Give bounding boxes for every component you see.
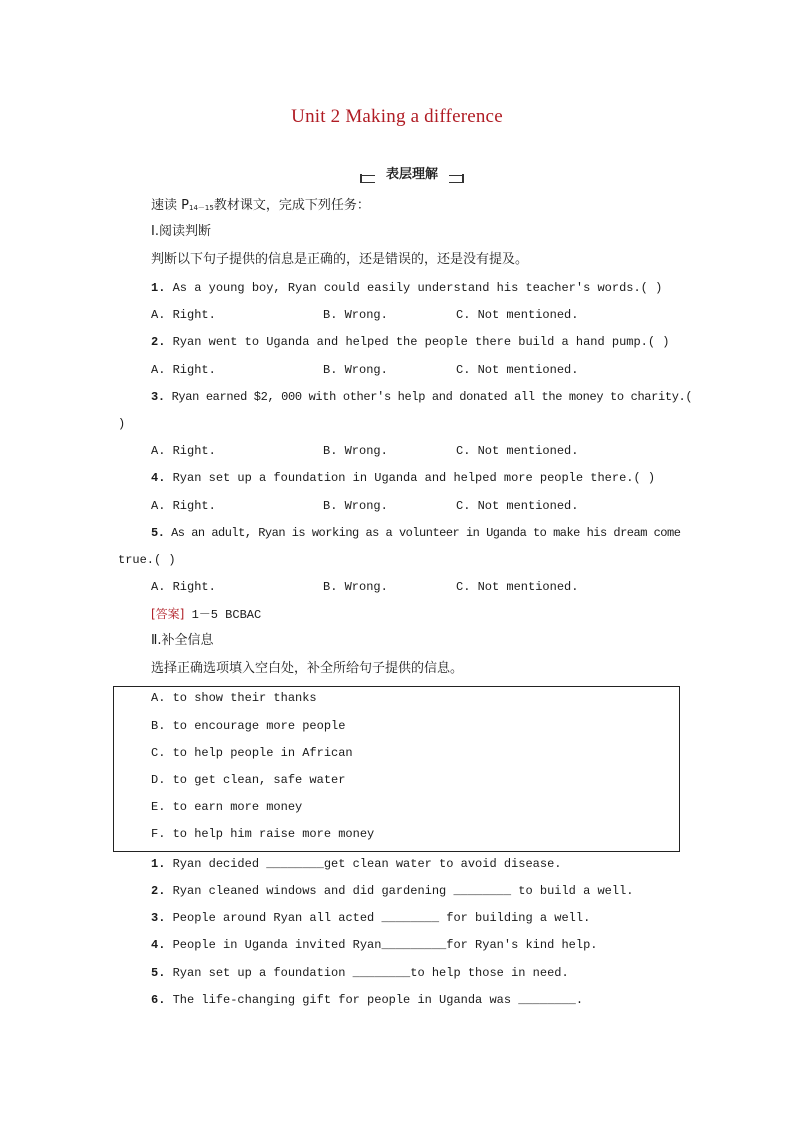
part2-instruction: 选择正确选项填入空白处，补全所给句子提供的信息。 — [151, 661, 464, 676]
option-b: B. Wrong. — [323, 580, 388, 594]
question-3: 3. Ryan earned $2, 000 with other's help and donated all the money to charity.( — [151, 390, 693, 404]
option-a: A. Right. — [151, 308, 216, 322]
page-title: Unit 2 Making a difference — [291, 106, 503, 127]
fill-question-1: 1. Ryan decided ________get clean water to avoid disease. — [151, 857, 562, 871]
fill-question-4: 4. People in Uganda invited Ryan_________for Ryan's kind help. — [151, 938, 598, 952]
question-3-continuation: ) — [118, 417, 126, 431]
answer-tag: [答案] — [151, 607, 185, 621]
choice-a: A. to show their thanks — [151, 691, 317, 705]
fill-question-3: 3. People around Ryan all acted ________ for building a well. — [151, 911, 591, 925]
option-a: A. Right. — [151, 580, 216, 594]
question-2: 2. Ryan went to Uganda and helped the people there build a hand pump.( ) — [151, 335, 670, 349]
option-b: B. Wrong. — [323, 363, 388, 377]
option-b: B. Wrong. — [323, 308, 388, 322]
choice-f: F. to help him raise more money — [151, 827, 375, 841]
option-a: A. Right. — [151, 499, 216, 513]
intro-line: 速读 P14－15教材课文，完成下列任务： — [151, 198, 370, 213]
question-5: 5. As an adult, Ryan is working as a volunteer in Uganda to make his dream come — [151, 526, 681, 540]
question-5-continuation: true.( ) — [118, 553, 176, 567]
option-c: C. Not mentioned. — [456, 308, 579, 322]
choice-b: B. to encourage more people — [151, 719, 346, 733]
section-label: 表层理解 — [375, 166, 449, 184]
option-a: A. Right. — [151, 363, 216, 377]
answer-line — [151, 606, 261, 623]
section-header — [360, 166, 464, 184]
option-c: C. Not mentioned. — [456, 444, 579, 458]
answer-text: 1－5 BCBAC — [191, 608, 262, 622]
choice-d: D. to get clean, safe water — [151, 773, 346, 787]
question-1: 1. As a young boy, Ryan could easily understand his teacher's words.( ) — [151, 281, 663, 295]
option-a: A. Right. — [151, 444, 216, 458]
part2-heading: Ⅱ.补全信息 — [151, 633, 214, 648]
option-c: C. Not mentioned. — [456, 363, 579, 377]
fill-question-5: 5. Ryan set up a foundation ________to help those in need. — [151, 966, 569, 980]
option-b: B. Wrong. — [323, 499, 388, 513]
option-b: B. Wrong. — [323, 444, 388, 458]
part1-instruction: 判断以下句子提供的信息是正确的，还是错误的，还是没有提及。 — [151, 252, 529, 267]
option-c: C. Not mentioned. — [456, 580, 579, 594]
choice-e: E. to earn more money — [151, 800, 303, 814]
option-c: C. Not mentioned. — [456, 499, 579, 513]
part1-heading: Ⅰ.阅读判断 — [151, 224, 211, 239]
question-4: 4. Ryan set up a foundation in Uganda and helped more people there.( ) — [151, 471, 656, 485]
choice-c: C. to help people in African — [151, 746, 353, 760]
fill-question-6: 6. The life-changing gift for people in Uganda was ________. — [151, 993, 584, 1007]
fill-question-2: 2. Ryan cleaned windows and did gardening ________ to build a well. — [151, 884, 634, 898]
